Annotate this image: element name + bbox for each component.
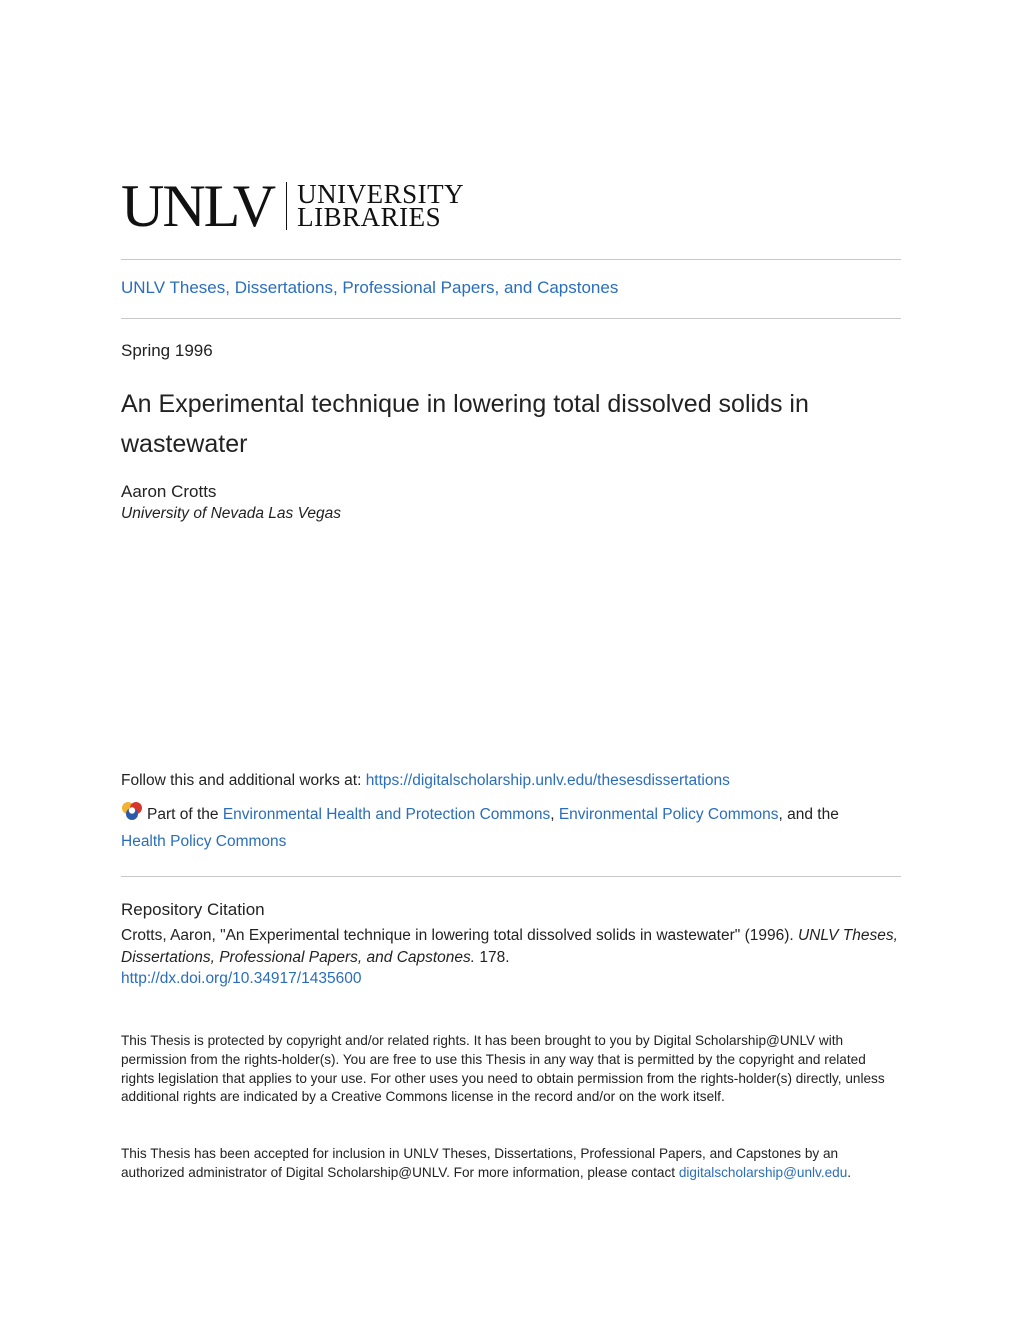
repository-url-link[interactable]: https://digitalscholarship.unlv.edu/thesesdissertations — [365, 772, 730, 789]
bepress-network-icon — [121, 800, 143, 822]
author-name: Aaron Crotts — [121, 482, 217, 501]
citation-series: UNLV Theses, Dissertations, Professional Papers, and Capstones. — [121, 927, 898, 966]
unlv-libraries-logo — [121, 173, 465, 239]
environmental-policy-commons-link[interactable]: Environmental Policy Commons — [558, 806, 779, 823]
health-policy-commons-link[interactable]: Health Policy Commons — [121, 833, 287, 850]
part-of-prefix: Part of the — [147, 806, 223, 823]
follow-line — [121, 772, 730, 790]
part-of-disciplines — [121, 800, 901, 855]
acceptance-notice — [121, 1145, 896, 1183]
acceptance-end: . — [847, 1164, 852, 1180]
part-of-separator-1: , — [550, 806, 559, 823]
acceptance-text: This Thesis has been accepted for inclusion in UNLV Theses, Dissertations, Professional Papers, and Capstones by an authorized administrator of Digital Scholarship@UNLV. For more information, please contact — [121, 1146, 839, 1180]
top-divider — [121, 259, 901, 260]
contact-email-link[interactable]: digitalscholarship@unlv.edu — [678, 1164, 848, 1180]
header-divider — [121, 318, 901, 319]
citation-text: Crotts, Aaron, "An Experimental technique in lowering total dissolved solids in wastewater" (1996). — [121, 927, 798, 944]
collection-link[interactable]: UNLV Theses, Dissertations, Professional Papers, and Capstones — [121, 278, 619, 297]
logo-mark: UNLV — [121, 173, 275, 239]
doi-link[interactable]: http://dx.doi.org/10.34917/1435600 — [121, 970, 362, 987]
copyright-notice: This Thesis is protected by copyright and/or related rights. It has been brought to you by Digital Scholarship@UNLV with permission from the rights-holder(s). You are free to use this Thesis in any way that is permitted by the copyright and related rights legislation that applies to your use. For other uses you need to obtain permission from the rights-holder(s) directly, unless additional rights are indicated by a Creative Commons license in the record and/or on the work itself. — [121, 1033, 885, 1105]
part-of-separator-2: , and the — [778, 806, 839, 823]
repository-citation — [121, 925, 901, 990]
logo-line-1: UNIVERSITY — [297, 179, 465, 209]
cover-page — [121, 0, 901, 1320]
follow-prefix: Follow this and additional works at: — [121, 772, 366, 789]
logo-line-2: LIBRARIES — [297, 202, 442, 232]
logo-text — [297, 179, 465, 232]
logo-divider — [286, 182, 287, 230]
citation-heading: Repository Citation — [121, 900, 265, 919]
author-affiliation: University of Nevada Las Vegas — [121, 505, 341, 522]
environmental-health-commons-link[interactable]: Environmental Health and Protection Commons — [222, 806, 551, 823]
citation-divider — [121, 876, 901, 877]
citation-number: 178. — [475, 948, 510, 966]
document-title: An Experimental technique in lowering total dissolved solids in wastewater — [121, 390, 809, 458]
publication-date: Spring 1996 — [121, 341, 213, 360]
